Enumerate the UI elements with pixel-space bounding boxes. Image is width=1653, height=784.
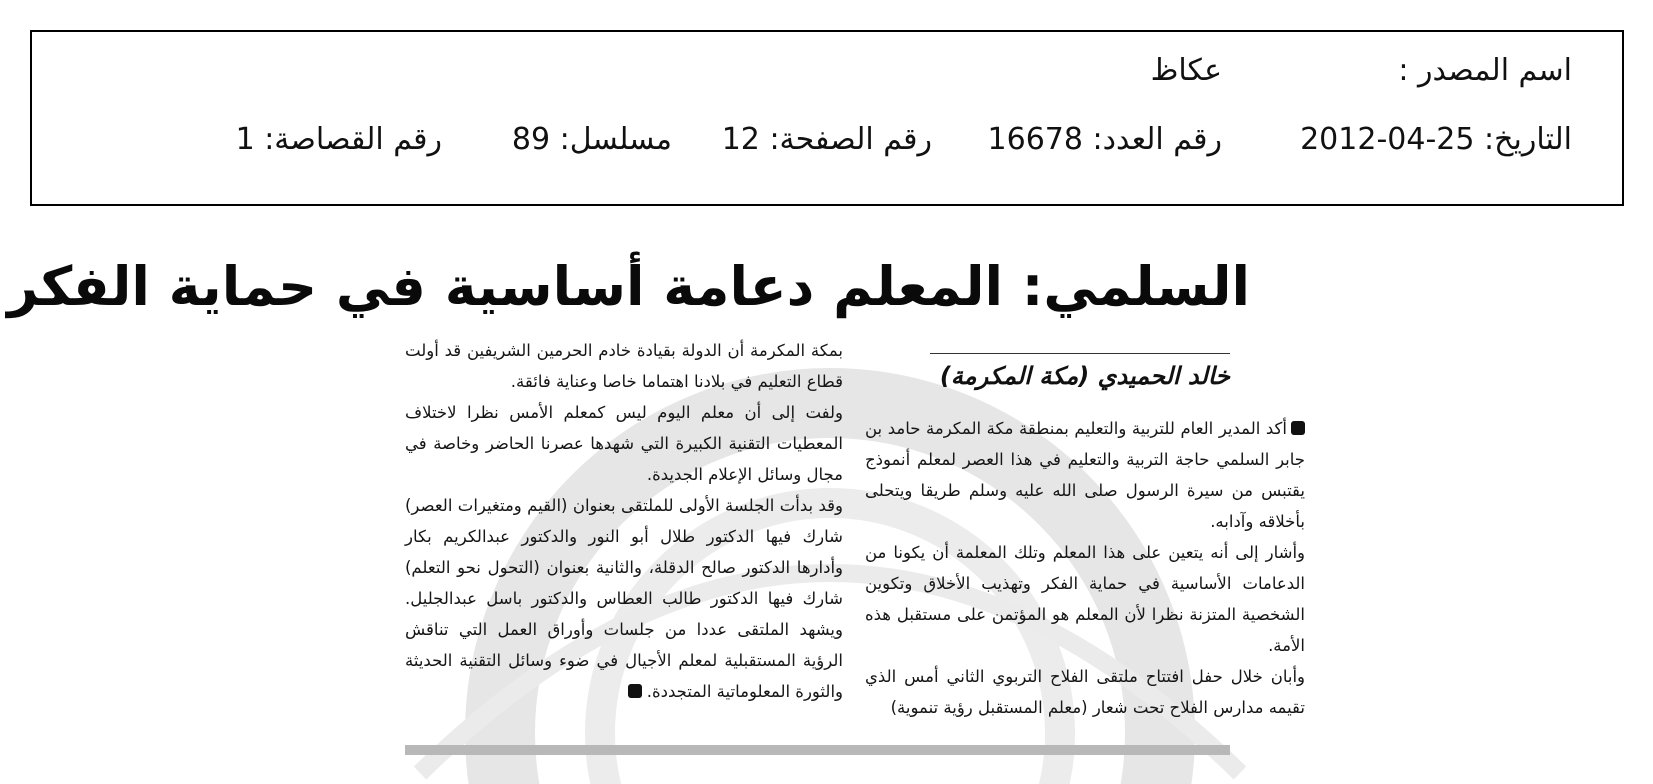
- source-value: عكاظ: [1150, 53, 1222, 88]
- paragraph: بمكة المكرمة أن الدولة بقيادة خادم الحرمين الشريفين قد أولت قطاع التعليم في بلادنا اهتماما خاصا وعناية فائقة.: [405, 341, 843, 391]
- paragraph: [865, 413, 1305, 537]
- newspaper-clipping: [7, 243, 1310, 773]
- article-column-right: [865, 413, 1305, 723]
- article-end-icon: [628, 684, 642, 698]
- paragraph: ولفت إلى أن معلم اليوم ليس كمعلم الأمس نظرا لاختلاف المعطيات التقنية الكبيرة التي شهدها عصرنا الحاضر وخاصة في مجال وسائل الإعلام الجديدة.: [405, 403, 843, 484]
- date-field: التاريخ: 25-04-2012: [1300, 122, 1572, 157]
- serial-field: مسلسل: 89: [511, 122, 672, 157]
- bottom-rule: [405, 745, 1230, 755]
- paragraph-text: أكد المدير العام للتربية والتعليم بمنطقة مكة المكرمة حامد بن جابر السلمي حاجة التربية والتعليم في هذا العصر لمعلم أنموذج يقتبس من سيرة الرسول صلى الله عليه وسلم طريقا ويتحلى بأخلاقه وآدابه.: [865, 419, 1305, 531]
- article-column-left: [405, 335, 843, 707]
- paragraph-start-icon: [1291, 421, 1305, 435]
- source-info-box: [30, 30, 1624, 206]
- paragraph: وأبان خلال حفل افتتاح ملتقى الفلاح التربوي الثاني أمس الذي تقيمه مدارس الفلاح تحت شعار (معلم المستقبل رؤية تنموية): [865, 667, 1305, 717]
- page-number-field: رقم الصفحة: 12: [721, 122, 932, 157]
- byline-rule: [930, 353, 1230, 354]
- article-byline: [930, 353, 1230, 390]
- paragraph-text: وقد بدأت الجلسة الأولى للملتقى بعنوان (القيم ومتغيرات العصر) شارك فيها الدكتور طلال أبو النور والدكتور عبدالكريم بكار وأدارها الدكتور صالح الدقلة، والثانية بعنوان (التحول نحو التعلم) شارك فيها الدكتور طالب العطاس والدكتور باسل عبدالجليل. ويشهد الملتقى عددا من جلسات وأوراق العمل التي تناقش الرؤية المستقبلية لمعلم الأجيال في ضوء وسائل التقنية الحديثة والثورة المعلوماتية المتجددة.: [405, 496, 843, 701]
- source-label: اسم المصدر :: [1398, 53, 1572, 88]
- clip-number-field: رقم القصاصة: 1: [235, 122, 442, 157]
- paragraph: وأشار إلى أنه يتعين على هذا المعلم وتلك المعلمة أن يكونا من الدعامات الأساسية في حماية الفكر وتهذيب الأخلاق وتكوين الشخصية المتزنة نظرا لأن المعلم هو المؤتمن على مستقبل هذه الأمة.: [865, 543, 1305, 655]
- issue-number-field: رقم العدد: 16678: [987, 122, 1222, 157]
- paragraph: [405, 490, 843, 707]
- article-headline: السلمي: المعلم دعامة أساسية في حماية الفكر: [7, 255, 1250, 318]
- byline-text: خالد الحميدي (مكة المكرمة): [939, 362, 1230, 390]
